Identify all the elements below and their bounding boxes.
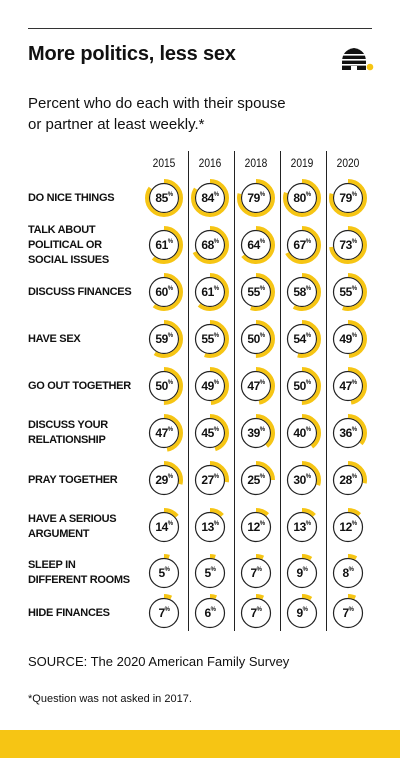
value-label: 36% xyxy=(339,426,357,440)
value-label: 7% xyxy=(250,606,262,620)
value-label: 47% xyxy=(247,379,265,393)
value-label: 12% xyxy=(339,520,357,534)
ring-2015 xyxy=(144,413,184,453)
ring-2019 xyxy=(282,319,322,359)
row-label: DISCUSS FINANCES xyxy=(28,285,132,298)
ring-2018 xyxy=(236,366,276,406)
ring-2020 xyxy=(328,593,368,633)
row-label: HAVE A SERIOUS ARGUMENT xyxy=(28,513,117,540)
value-label: 79% xyxy=(247,191,265,205)
value-label: 9% xyxy=(296,566,308,580)
value-label: 64% xyxy=(247,238,265,252)
value-label: 79% xyxy=(339,191,357,205)
ring-2020 xyxy=(328,366,368,406)
ring-2015 xyxy=(144,593,184,633)
ring-2019 xyxy=(282,507,322,547)
value-label: 28% xyxy=(339,473,357,487)
value-label: 61% xyxy=(155,238,173,252)
value-label: 50% xyxy=(247,332,265,346)
ring-2018 xyxy=(236,460,276,500)
value-label: 68% xyxy=(201,238,219,252)
value-label: 49% xyxy=(201,379,219,393)
column-header-2016: 2016 xyxy=(198,156,222,170)
column-divider xyxy=(188,151,189,631)
ring-2019 xyxy=(282,272,322,312)
row-label: GO OUT TOGETHER xyxy=(28,379,131,392)
ring-2015 xyxy=(144,460,184,500)
value-label: 80% xyxy=(293,191,311,205)
ring-2020 xyxy=(328,178,368,218)
column-header-2020: 2020 xyxy=(336,156,360,170)
value-label: 13% xyxy=(293,520,311,534)
column-header-2018: 2018 xyxy=(244,156,268,170)
value-label: 55% xyxy=(247,285,265,299)
ring-2016 xyxy=(190,413,230,453)
source-note: SOURCE: The 2020 American Family Survey xyxy=(28,654,290,669)
ring-2016 xyxy=(190,460,230,500)
column-divider xyxy=(326,151,327,631)
ring-2018 xyxy=(236,413,276,453)
row-label: DO NICE THINGS xyxy=(28,191,115,204)
value-label: 30% xyxy=(293,473,311,487)
value-label: 47% xyxy=(155,426,173,440)
column-header-2019: 2019 xyxy=(290,156,314,170)
ring-2018 xyxy=(236,593,276,633)
value-label: 8% xyxy=(342,566,354,580)
ring-2020 xyxy=(328,225,368,265)
column-header-2015: 2015 xyxy=(152,156,176,170)
ring-2016 xyxy=(190,319,230,359)
beehive-icon xyxy=(338,44,374,72)
ring-2018 xyxy=(236,272,276,312)
value-label: 6% xyxy=(204,606,216,620)
ring-2015 xyxy=(144,272,184,312)
chart-subtitle: Percent who do each with their spouse or partner at least weekly.* xyxy=(28,95,286,133)
value-label: 5% xyxy=(204,566,216,580)
value-label: 14% xyxy=(155,520,173,534)
value-label: 59% xyxy=(155,332,173,346)
ring-2016 xyxy=(190,553,230,593)
value-label: 50% xyxy=(155,379,173,393)
ring-2020 xyxy=(328,319,368,359)
value-label: 55% xyxy=(339,285,357,299)
value-label: 25% xyxy=(247,473,265,487)
ring-2015 xyxy=(144,319,184,359)
bottom-accent-bar xyxy=(0,730,400,758)
value-label: 85% xyxy=(155,191,173,205)
value-label: 40% xyxy=(293,426,311,440)
ring-2016 xyxy=(190,366,230,406)
value-label: 9% xyxy=(296,606,308,620)
row-label: HAVE SEX xyxy=(28,332,81,345)
ring-2018 xyxy=(236,553,276,593)
value-label: 39% xyxy=(247,426,265,440)
column-divider xyxy=(280,151,281,631)
ring-2015 xyxy=(144,225,184,265)
ring-2018 xyxy=(236,319,276,359)
value-label: 7% xyxy=(342,606,354,620)
value-label: 50% xyxy=(293,379,311,393)
ring-2016 xyxy=(190,272,230,312)
ring-2019 xyxy=(282,593,322,633)
row-label: DISCUSS YOUR RELATIONSHIP xyxy=(28,419,108,446)
ring-2020 xyxy=(328,413,368,453)
ring-2020 xyxy=(328,553,368,593)
ring-2016 xyxy=(190,507,230,547)
ring-2019 xyxy=(282,178,322,218)
ring-2018 xyxy=(236,507,276,547)
ring-2015 xyxy=(144,507,184,547)
value-label: 84% xyxy=(201,191,219,205)
row-label: TALK ABOUT POLITICAL OR SOCIAL ISSUES xyxy=(28,223,109,266)
ring-2016 xyxy=(190,593,230,633)
value-label: 5% xyxy=(158,566,170,580)
value-label: 12% xyxy=(247,520,265,534)
ring-2016 xyxy=(190,178,230,218)
value-label: 27% xyxy=(201,473,219,487)
row-label: SLEEP IN DIFFERENT ROOMS xyxy=(28,559,130,586)
ring-2020 xyxy=(328,460,368,500)
ring-2015 xyxy=(144,366,184,406)
ring-2016 xyxy=(190,225,230,265)
row-label: PRAY TOGETHER xyxy=(28,473,118,486)
row-label: HIDE FINANCES xyxy=(28,606,110,619)
value-label: 13% xyxy=(201,520,219,534)
ring-2018 xyxy=(236,178,276,218)
value-label: 58% xyxy=(293,285,311,299)
column-divider xyxy=(234,151,235,631)
chart-title: More politics, less sex xyxy=(28,43,236,65)
value-label: 60% xyxy=(155,285,173,299)
footnote: *Question was not asked in 2017. xyxy=(28,693,192,705)
value-label: 49% xyxy=(339,332,357,346)
ring-2015 xyxy=(144,178,184,218)
value-label: 55% xyxy=(201,332,219,346)
ring-2019 xyxy=(282,413,322,453)
value-label: 54% xyxy=(293,332,311,346)
ring-2019 xyxy=(282,366,322,406)
ring-2015 xyxy=(144,553,184,593)
ring-2020 xyxy=(328,507,368,547)
value-label: 29% xyxy=(155,473,173,487)
ring-2018 xyxy=(236,225,276,265)
ring-2019 xyxy=(282,460,322,500)
value-label: 73% xyxy=(339,238,357,252)
ring-2019 xyxy=(282,553,322,593)
value-label: 47% xyxy=(339,379,357,393)
value-label: 45% xyxy=(201,426,219,440)
value-label: 61% xyxy=(201,285,219,299)
top-rule xyxy=(28,28,372,29)
value-label: 7% xyxy=(250,566,262,580)
ring-2020 xyxy=(328,272,368,312)
ring-2019 xyxy=(282,225,322,265)
value-label: 7% xyxy=(158,606,170,620)
value-label: 67% xyxy=(293,238,311,252)
